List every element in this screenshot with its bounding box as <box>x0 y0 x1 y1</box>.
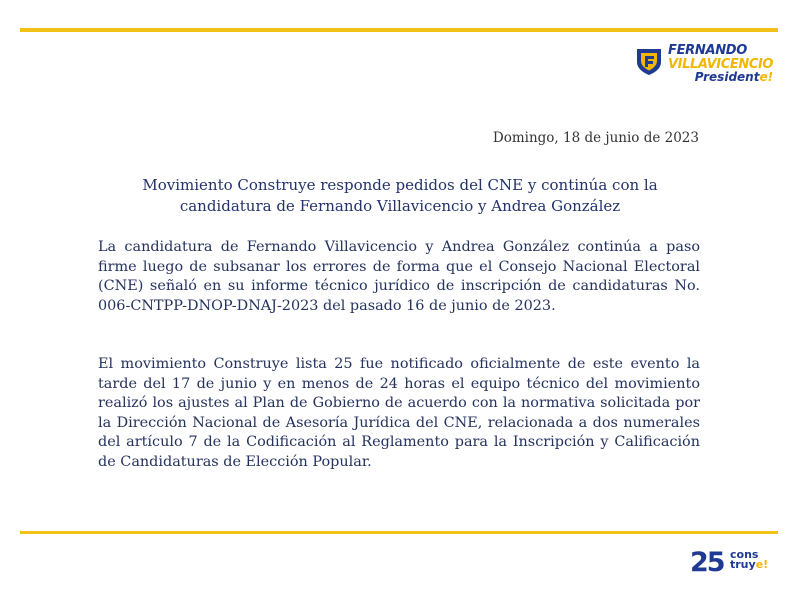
construye-logo <box>690 548 782 578</box>
paragraph-1: La candidatura de Fernando Villavicencio y Andrea González continúa a paso firme luego de subsanar los errores de forma que el Consejo Nacional Electoral (CNE) señaló en su informe técnico jurídico de inscripción de candidaturas No. 006-CNTPP-DNOP-DNAJ-2023 del pasado 16 de junio de 2023. <box>98 239 700 314</box>
wordmark-bottom-main: truy <box>730 558 756 571</box>
wordmark-bottom <box>730 560 768 570</box>
list-number: 25 <box>690 547 724 578</box>
top-divider <box>20 28 778 32</box>
construye-wordmark <box>730 550 768 570</box>
document-date: Domingo, 18 de junio de 2023 <box>492 130 699 146</box>
bottom-divider <box>20 531 778 534</box>
logo-tagline-suffix: e! <box>759 70 774 84</box>
wordmark-top: cons <box>730 548 759 561</box>
logo-last-name: VILLAVICENCIO <box>668 57 774 72</box>
shield-f-icon <box>634 46 664 76</box>
document-title: Movimiento Construye responde pedidos del CNE y continúa con la candidatura de Fernando Villavicencio y Andrea González <box>142 176 658 215</box>
logo-tagline <box>668 71 773 83</box>
paragraph-2: El movimiento Construye lista 25 fue notificado oficialmente de este evento la tarde del 17 de junio y en menos de 24 horas el equipo técnico del movimiento realizó los ajustes al Plan de Gobierno de acuerdo con la normativa solicitada por la Dirección Nacional de Asesoría Jurídica del CNE, relacionada a dos numerales del artículo 7 de la Codificación al Reglamento para la Inscripción y Calificación de Candidaturas de Elección Popular. <box>98 356 700 470</box>
logo-tagline-main: President <box>694 70 760 84</box>
wordmark-bottom-suffix: e! <box>755 558 769 571</box>
logo-first-name: FERNANDO <box>668 43 748 58</box>
logo-wordmark <box>668 44 773 83</box>
campaign-logo <box>634 44 784 92</box>
